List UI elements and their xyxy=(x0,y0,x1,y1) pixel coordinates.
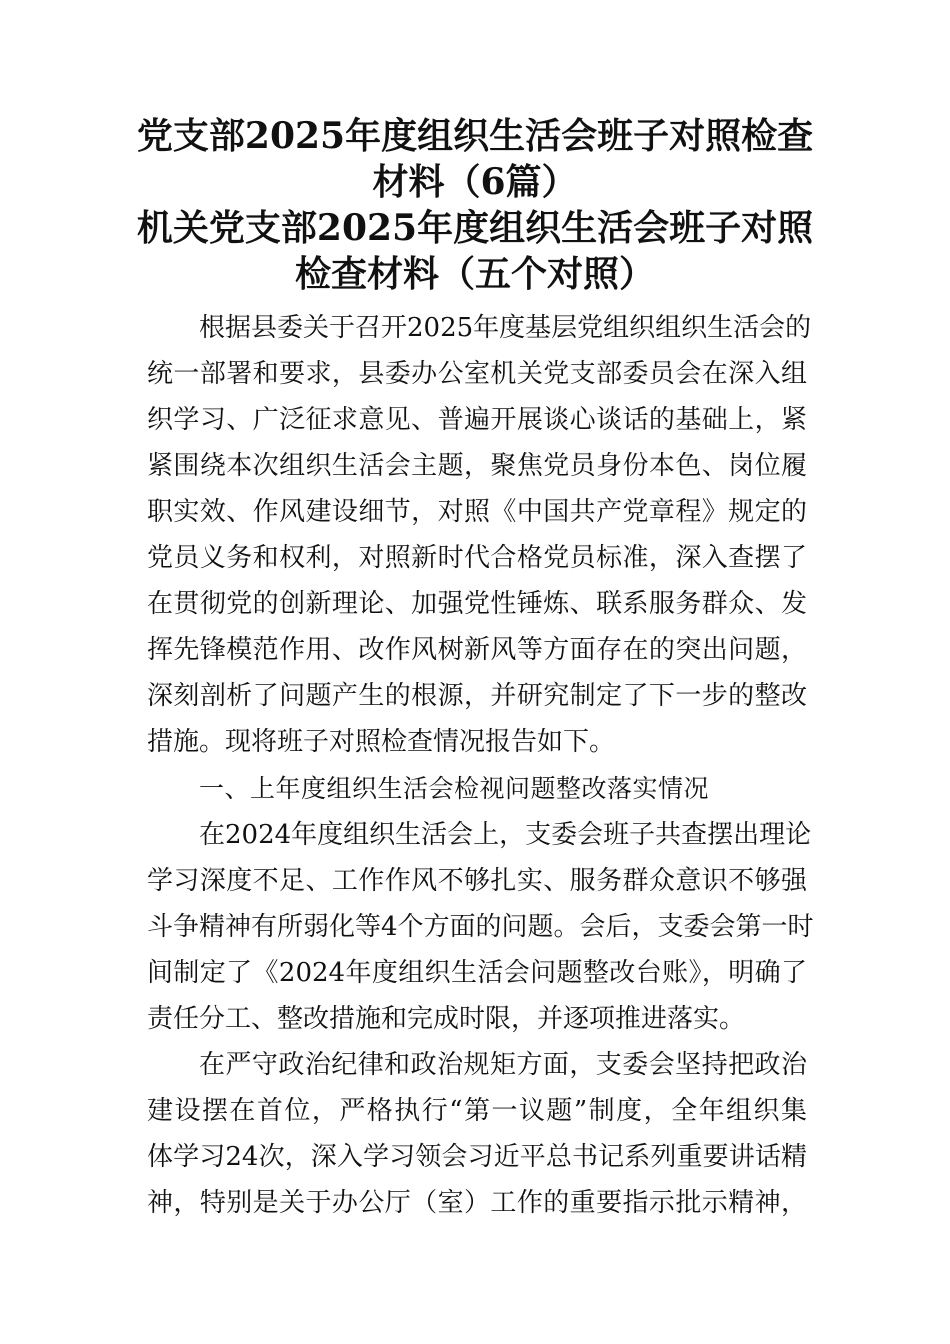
paragraph-1-line: 统一部署和要求，县委办公室机关党支部委员会在深入组 xyxy=(147,359,807,389)
paragraph-3-line: 神，特别是关于办公厅（室）工作的重要指示批示精神， xyxy=(147,1188,807,1218)
section-1-heading: 一、上年度组织生活会检视问题整改落实情况 xyxy=(199,774,710,803)
paragraph-2-line: 责任分工、整改措施和完成时限，并逐项推进落实。 xyxy=(147,1004,746,1034)
paragraph-2-line: 斗争精神有所弱化等4个方面的问题。会后，支委会第一时 xyxy=(147,912,814,942)
paragraph-1-line: 党员义务和权利，对照新时代合格党员标准，深入查摆了 xyxy=(147,543,807,573)
paragraph-2-line: 在2024年度组织生活会上，支委会班子共查摆出理论 xyxy=(199,820,812,850)
paragraph-1-line: 织学习、广泛征求意见、普遍开展谈心谈话的基础上，紧 xyxy=(147,405,807,435)
document-title-line-2: 材料（6篇） xyxy=(372,161,578,203)
paragraph-1-line: 措施。现将班子对照检查情况报告如下。 xyxy=(147,727,616,757)
paragraph-1-line: 根据县委关于召开2025年度基层党组织组织生活会的 xyxy=(199,313,812,343)
paragraph-2-line: 间制定了《2024年度组织生活会问题整改台账》，明确了 xyxy=(147,958,807,988)
document-subtitle-line-1: 机关党支部2025年度组织生活会班子对照 xyxy=(136,207,814,249)
document-title-line-1: 党支部2025年度组织生活会班子对照检查 xyxy=(136,115,814,157)
paragraph-3-line: 体学习24次，深入学习领会习近平总书记系列重要讲话精 xyxy=(147,1142,807,1172)
paragraph-3-line: 建设摆在首位，严格执行“第一议题”制度，全年组织集 xyxy=(147,1096,807,1126)
document-subtitle-line-2: 检查材料（五个对照） xyxy=(294,253,655,295)
paragraph-1-line: 挥先锋模范作用、改作风树新风等方面存在的突出问题， xyxy=(147,635,807,665)
paragraph-1-line: 职实效、作风建设细节，对照《中国共产党章程》规定的 xyxy=(147,497,807,527)
paragraph-1-line: 在贯彻党的创新理论、加强党性锤炼、联系服务群众、发 xyxy=(147,589,807,619)
paragraph-1-line: 深刻剖析了问题产生的根源，并研究制定了下一步的整改 xyxy=(147,681,807,711)
paragraph-2-line: 学习深度不足、工作作风不够扎实、服务群众意识不够强 xyxy=(147,866,807,896)
paragraph-1-line: 紧围绕本次组织生活会主题，聚焦党员身份本色、岗位履 xyxy=(147,451,807,481)
paragraph-3-line: 在严守政治纪律和政治规矩方面，支委会坚持把政治 xyxy=(199,1050,807,1080)
